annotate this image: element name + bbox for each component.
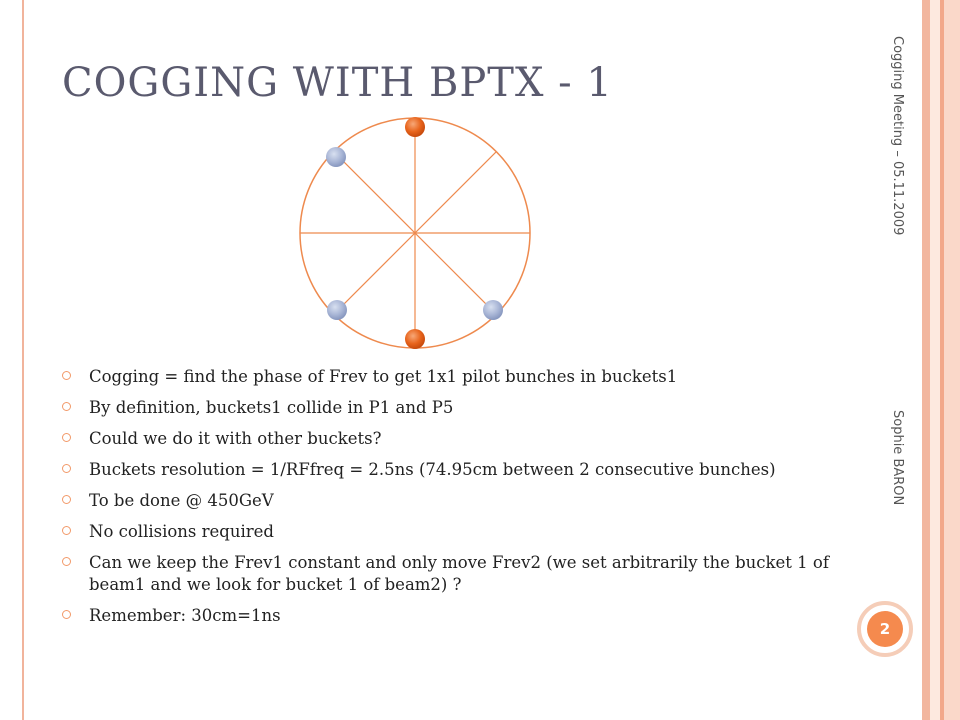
page-number-badge: [857, 601, 913, 657]
bullet-marker-icon: [62, 610, 71, 619]
bullet-text: To be done @ 450GeV: [89, 491, 274, 510]
bullet-item: [62, 428, 832, 450]
orange-bunch-top: [405, 117, 425, 137]
bullet-item: [62, 490, 832, 512]
bullet-marker-icon: [62, 557, 71, 566]
bullet-marker-icon: [62, 402, 71, 411]
bullet-text: By definition, buckets1 collide in P1 and P5: [89, 398, 454, 417]
bullet-text: Cogging = find the phase of Frev to get 1x1 pilot bunches in buckets1: [89, 367, 678, 386]
page-number: 2: [867, 611, 903, 647]
bullet-text: Buckets resolution = 1/RFfreq = 2.5ns (74.95cm between 2 consecutive bunches): [89, 460, 776, 479]
bullet-marker-icon: [62, 371, 71, 380]
blue-bunch-upper-left: [326, 147, 346, 167]
bucket-ring-diagram: [290, 112, 540, 357]
meeting-date-text: Cogging Meeting – 05.11.2009: [890, 36, 905, 236]
stripe: [930, 0, 940, 720]
bullet-item: [62, 366, 832, 388]
blue-bunch-lower-left: [327, 300, 347, 320]
bullet-item: [62, 459, 832, 481]
side-author-label: [890, 410, 912, 540]
bullet-text: Can we keep the Frev1 constant and only move Frev2 (we set arbitrarily the bucket 1 of beam1 and we look for bucket 1 of beam2) ?: [89, 553, 829, 594]
bullet-text: Remember: 30cm=1ns: [89, 606, 281, 625]
right-decorative-stripes: [922, 0, 960, 720]
left-margin: [0, 0, 22, 720]
bullet-item: [62, 521, 832, 543]
bullet-item: [62, 552, 832, 596]
left-accent-line: [22, 0, 24, 720]
bullet-item: [62, 397, 832, 419]
side-meeting-label: [890, 36, 912, 266]
bullet-item: [62, 605, 832, 627]
stripe: [944, 0, 960, 720]
bullet-text: No collisions required: [89, 522, 274, 541]
blue-bunch-lower-right: [483, 300, 503, 320]
bullet-text: Could we do it with other buckets?: [89, 429, 382, 448]
bullet-marker-icon: [62, 526, 71, 535]
bullet-marker-icon: [62, 433, 71, 442]
author-text: Sophie BARON: [890, 410, 905, 506]
orange-bunch-bottom: [405, 329, 425, 349]
slide-title: COGGING WITH BPTX - 1: [62, 60, 613, 106]
bullet-marker-icon: [62, 495, 71, 504]
stripe: [922, 0, 930, 720]
bullet-marker-icon: [62, 464, 71, 473]
bullet-list: [62, 366, 832, 636]
